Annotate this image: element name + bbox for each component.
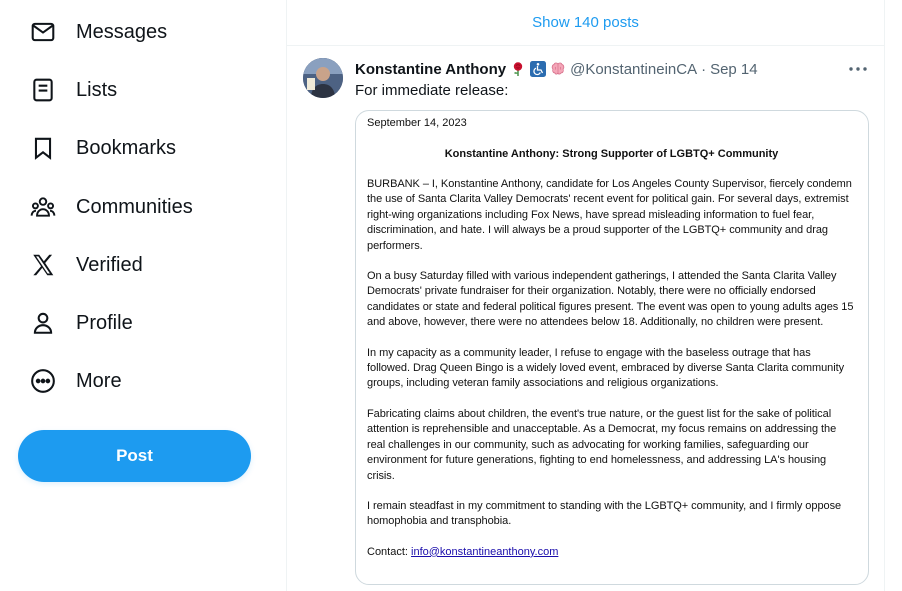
sidebar-item-lists[interactable] xyxy=(18,65,117,115)
sidebar-item-bookmarks[interactable] xyxy=(18,123,176,173)
author-handle[interactable]: @KonstantineinCA xyxy=(570,60,698,78)
sidebar-item-messages[interactable] xyxy=(18,7,167,57)
document-paragraph: On a busy Saturday filled with various independent gatherings, I attended the Santa Clarita Valley Democrats' private fundraiser for their organization. Notably, there were no officially endorsed candidates or state and federal political figures present. The event was open to young adults ages 15 and above, however, there were no attendees below 18. Additionally, no children were present. xyxy=(367,270,854,329)
document-paragraph: Fabricating claims about children, the event's true nature, or the guest list for the sake of political attention is reprehensible and unacceptable. As a Democrat, my focus remains on addressing the real challenges in our community, such as advocating for working families, safeguarding our environment for future generations, fighting to end homelessness, and addressing LA's housing crisis. xyxy=(367,407,837,482)
tweet-header xyxy=(355,58,868,80)
separator-dot: · xyxy=(701,60,707,78)
avatar[interactable] xyxy=(303,58,343,98)
ellipsis-icon[interactable] xyxy=(848,60,868,78)
brain-icon xyxy=(550,61,566,77)
more-circle-icon xyxy=(30,368,56,394)
contact-label: Contact: xyxy=(367,545,408,558)
document-date: September 14, 2023 xyxy=(367,117,467,129)
tweet-image-press-release[interactable] xyxy=(355,110,869,585)
sidebar-item-label: Communities xyxy=(76,195,193,218)
tweet[interactable] xyxy=(287,46,884,585)
sidebar-item-profile[interactable] xyxy=(18,298,133,348)
list-icon xyxy=(30,77,56,103)
rose-icon xyxy=(510,61,526,77)
wheelchair-icon xyxy=(530,61,546,77)
sidebar-item-label: Messages xyxy=(76,20,168,43)
tweet-date[interactable]: Sep 14 xyxy=(710,60,758,78)
document-contact xyxy=(367,545,856,560)
document-paragraph: I remain steadfast in my commitment to standing with the LGBTQ+ community, and I firmly oppose homophobia and transphobia. xyxy=(367,499,842,528)
sidebar-item-label: Profile xyxy=(76,311,133,334)
sidebar-item-communities[interactable] xyxy=(18,182,193,232)
document-title: Konstantine Anthony: Strong Supporter of LGBTQ+ Community xyxy=(444,148,779,160)
author-name[interactable]: Konstantine Anthony xyxy=(355,60,507,78)
document-paragraph: In my capacity as a community leader, I refuse to engage with the baseless outrage that has followed. Drag Queen Bingo is a widely loved event, embraced by diverse Santa Clarita community groups, including veteran family associations and religious organizations. xyxy=(367,346,845,390)
document-paragraph: BURBANK – I, Konstantine Anthony, candidate for Los Angeles County Supervisor, fiercely condemn the use of Santa Clarita Valley Democrats' recent event for political gain. For several days, extremist right-wing organizations including Fox News, have spread misleading information to fuel fear, discrimination, and hate. I will always be a proud supporter of the LGBTQ+ community and drag performers. xyxy=(367,178,852,252)
timeline xyxy=(286,0,885,591)
communities-icon xyxy=(30,194,56,220)
person-icon xyxy=(30,310,56,336)
bookmark-icon xyxy=(30,135,56,161)
sidebar-item-more[interactable] xyxy=(18,356,122,406)
post-button[interactable]: Post xyxy=(18,430,251,482)
sidebar-item-label: Lists xyxy=(76,78,118,101)
envelope-icon xyxy=(30,19,56,45)
sidebar-item-label: Bookmarks xyxy=(76,136,177,159)
sidebar xyxy=(0,0,286,591)
sidebar-item-label: More xyxy=(76,369,122,392)
contact-email-link[interactable]: info@konstantineanthony.com xyxy=(411,545,559,558)
x-logo-icon xyxy=(30,252,56,278)
show-new-posts-link[interactable]: Show 140 posts xyxy=(287,0,884,46)
tweet-text: For immediate release: xyxy=(355,82,509,99)
sidebar-item-label: Verified xyxy=(76,253,143,276)
tweet-content xyxy=(355,58,868,585)
sidebar-item-verified[interactable] xyxy=(18,240,143,290)
